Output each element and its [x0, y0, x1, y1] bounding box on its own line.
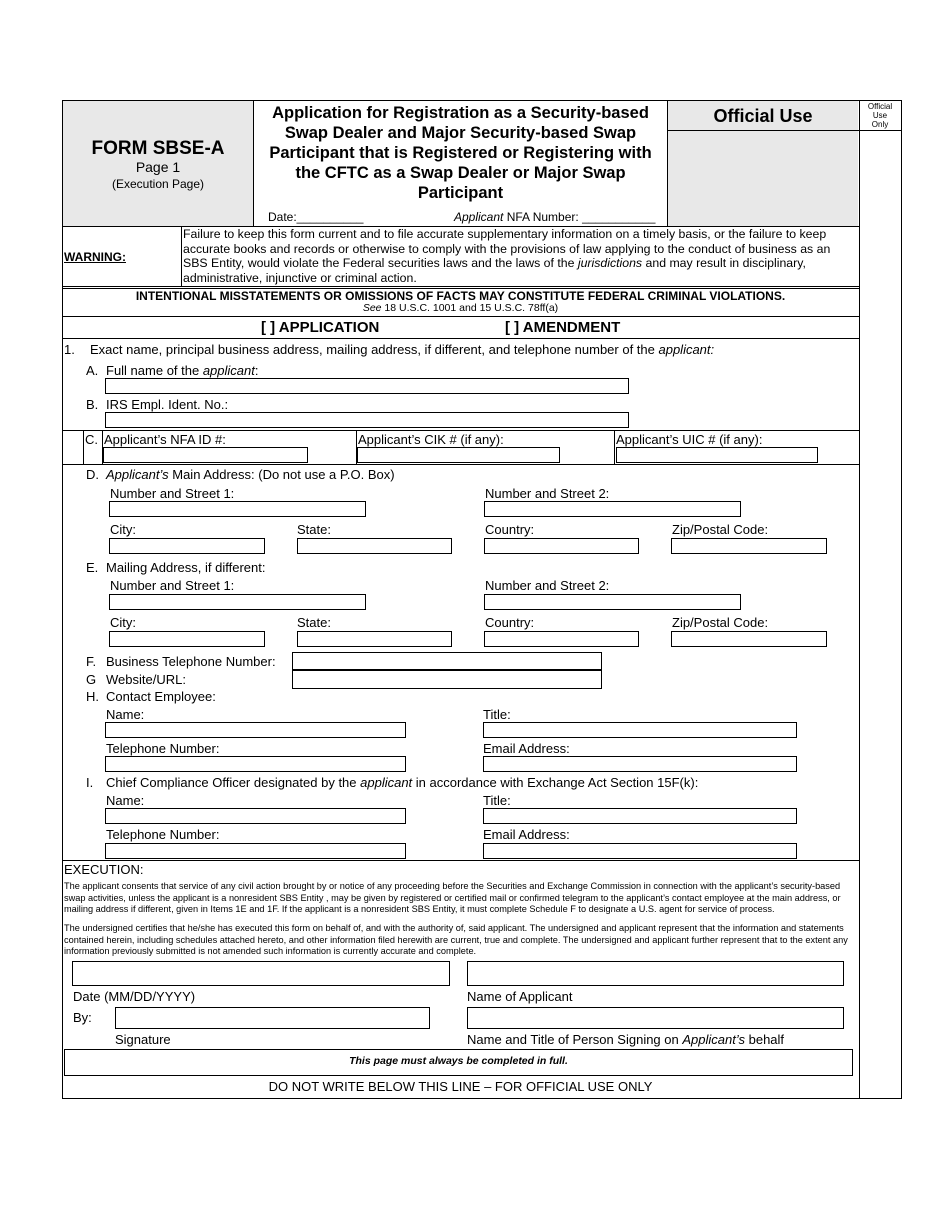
item-e-letter: E. [86, 560, 99, 575]
website-label: Website/URL: [106, 672, 186, 687]
official-use-underline [667, 130, 859, 131]
mail-street1-field[interactable] [109, 594, 366, 610]
warning-bottom-rule [62, 286, 859, 287]
mail-zip-field[interactable] [671, 631, 827, 647]
mailing-address-label: Mailing Address, if different: [106, 560, 266, 575]
contact-email-field[interactable] [483, 756, 797, 772]
misstatement-notice: INTENTIONAL MISSTATEMENTS OR OMISSIONS OF FACTS MAY CONSTITUTE FEDERAL CRIMINAL VIOLATIONS. [135, 289, 786, 303]
filing-type-bottom-rule [62, 338, 859, 339]
cik-field[interactable] [357, 447, 560, 463]
cik-label: Applicant’s CIK # (if any): [358, 432, 504, 447]
main-country-label: Country: [485, 522, 535, 537]
main-city-field[interactable] [109, 538, 265, 554]
mail-country-field[interactable] [484, 631, 639, 647]
notice-bottom-rule [62, 316, 859, 317]
cco-email-field[interactable] [483, 843, 797, 859]
main-zip-label: Zip/Postal Code: [672, 522, 769, 537]
cco-label: Chief Compliance Officer designated by the applicant in accordance with Exchange Act Section 15F(k): [106, 775, 699, 790]
official-use-line: DO NOT WRITE BELOW THIS LINE – FOR OFFICIAL USE ONLY [268, 1079, 653, 1094]
full-name-label: Full name of the applicant: [106, 363, 259, 378]
item-b-letter: B. [86, 397, 99, 412]
contact-employee-label: Contact Employee: [106, 689, 216, 704]
main-street2-label: Number and Street 2: [485, 486, 610, 501]
main-address-label: Applicant’s Main Address: (Do not use a P.O. Box) [106, 467, 395, 482]
contact-phone-label: Telephone Number: [106, 741, 220, 756]
official-use-only-label: Official Use Only [867, 102, 893, 129]
nfa-number-label: Applicant NFA Number: ___________ [454, 210, 656, 224]
item-a-letter: A. [86, 363, 99, 378]
applicant-name-field[interactable] [467, 961, 844, 986]
item-f-letter: F. [86, 654, 97, 669]
item-i-letter: I. [86, 775, 94, 790]
mail-state-field[interactable] [297, 631, 452, 647]
signer-name-title-field[interactable] [467, 1007, 844, 1029]
main-state-field[interactable] [297, 538, 452, 554]
contact-email-label: Email Address: [483, 741, 570, 756]
contact-title-field[interactable] [483, 722, 797, 738]
form-name: FORM SBSE-A [91, 138, 225, 159]
nfa-id-field[interactable] [103, 447, 308, 463]
item-c-letter: C. [85, 432, 98, 447]
mail-city-label: City: [110, 615, 136, 630]
must-complete-notice: This page must always be completed in full. [349, 1055, 568, 1067]
page-subtitle: (Execution Page) [111, 177, 205, 191]
warning-label: WARNING: [64, 250, 126, 264]
cco-email-label: Email Address: [483, 827, 570, 842]
mail-country-label: Country: [485, 615, 535, 630]
irs-ein-label: IRS Empl. Ident. No.: [106, 397, 229, 412]
name-of-applicant-label: Name of Applicant [467, 989, 573, 1004]
header-divider-1 [253, 100, 254, 226]
mail-city-field[interactable] [109, 631, 265, 647]
mail-state-label: State: [297, 615, 331, 630]
row-c-left-rule [83, 430, 84, 464]
form-title: Application for Registration as a Security-based Swap Dealer and Major Security-based Swap Participant that is Registered or Registering with the CFTC as a Swap Dealer or Major Swap Participant [269, 104, 652, 202]
main-street1-field[interactable] [109, 501, 366, 517]
official-use-only-underline [859, 130, 902, 131]
warning-text: Failure to keep this form current and to file accurate supplementary information on a timely basis, or the failure to keep accurate books and records or otherwise to comply with the provisions of law applying to the conduct of business as an SBS Entity, would violate the Federal securities laws and the laws of the jurisdictions and may result in disciplinary, administrative, injunctive or criminal action. [183, 227, 831, 285]
official-use-title: Official Use [713, 106, 813, 126]
contact-title-label: Title: [483, 707, 511, 722]
execution-date-label: Date (MM/DD/YYYY) [73, 989, 196, 1004]
signature-label: Signature [115, 1032, 171, 1047]
cco-title-field[interactable] [483, 808, 797, 824]
item1-instruction: Exact name, principal business address, mailing address, if different, and telephone number of the applicant: [90, 342, 715, 357]
execution-heading: EXECUTION: [64, 862, 144, 877]
by-label: By: [73, 1010, 92, 1025]
contact-name-label: Name: [106, 707, 145, 722]
uic-field[interactable] [616, 447, 818, 463]
item-g-letter: G [86, 672, 97, 687]
row-c-top-rule [62, 430, 859, 431]
mail-street1-label: Number and Street 1: [110, 578, 235, 593]
cco-name-field[interactable] [105, 808, 406, 824]
uic-label: Applicant’s UIC # (if any): [616, 432, 763, 447]
page-number: Page 1 [135, 159, 181, 175]
main-street1-label: Number and Street 1: [110, 486, 235, 501]
cco-title-label: Title: [483, 793, 511, 808]
business-phone-field[interactable] [292, 652, 602, 670]
amendment-checkbox[interactable]: [ ] AMENDMENT [505, 319, 621, 336]
main-country-field[interactable] [484, 538, 639, 554]
irs-ein-field[interactable] [105, 412, 629, 428]
cco-name-label: Name: [106, 793, 145, 808]
main-city-label: City: [110, 522, 136, 537]
cco-phone-label: Telephone Number: [106, 827, 220, 842]
mail-street2-label: Number and Street 2: [485, 578, 610, 593]
date-label: Date:__________ [268, 210, 364, 224]
website-field[interactable] [292, 670, 602, 689]
cco-phone-field[interactable] [105, 843, 406, 859]
nfa-id-label: Applicant’s NFA ID #: [104, 432, 226, 447]
official-use-column-divider [859, 100, 860, 1099]
main-street2-field[interactable] [484, 501, 741, 517]
mail-street2-field[interactable] [484, 594, 741, 610]
main-state-label: State: [297, 522, 331, 537]
legal-citation: See 18 U.S.C. 1001 and 15 U.S.C. 78ff(a) [362, 302, 559, 314]
main-zip-field[interactable] [671, 538, 827, 554]
signature-field[interactable] [115, 1007, 430, 1029]
contact-phone-field[interactable] [105, 756, 406, 772]
execution-consent-text: The applicant consents that service of any civil action brought by or notice of any proceeding before the Securities and Exchange Commission in connection with the applicant’s security-based swap activities, unless the applicant is a nonresident SBS Entity , may be given by registered or certified mail or confirmed telegram to the applicant’s contact employee at the main address, or mailing address if different, given in Items 1E and 1F. If the applicant is a nonresident SBS Entity, it must complete Schedule F to designate a U.S. agent for service of process. [64, 881, 841, 914]
mail-zip-label: Zip/Postal Code: [672, 615, 769, 630]
row-c-uic-rule [614, 430, 615, 464]
signer-label: Name and Title of Person Signing on Applicant’s behalf [467, 1032, 785, 1047]
item-h-letter: H. [86, 689, 99, 704]
contact-name-field[interactable] [105, 722, 406, 738]
item1-number: 1. [64, 342, 75, 357]
warning-divider [181, 226, 182, 286]
execution-certification-text: The undersigned certifies that he/she has executed this form on behalf of, and with the authority of, said applicant. The undersigned and applicant represent that the information and statements contained herein, including schedules attached hereto, and other information filed herewith are current, true and complete. The undersigned and applicant further represent that to the extent any information previously submitted is not amended such information is currently accurate and complete. [64, 923, 848, 956]
row-c-bottom-rule [62, 464, 859, 465]
full-name-field[interactable] [105, 378, 629, 394]
item-d-letter: D. [86, 467, 99, 482]
application-checkbox[interactable]: [ ] APPLICATION [261, 319, 380, 336]
execution-date-field[interactable] [72, 961, 450, 986]
business-phone-label: Business Telephone Number: [106, 654, 276, 669]
item1-bottom-rule [62, 860, 859, 861]
